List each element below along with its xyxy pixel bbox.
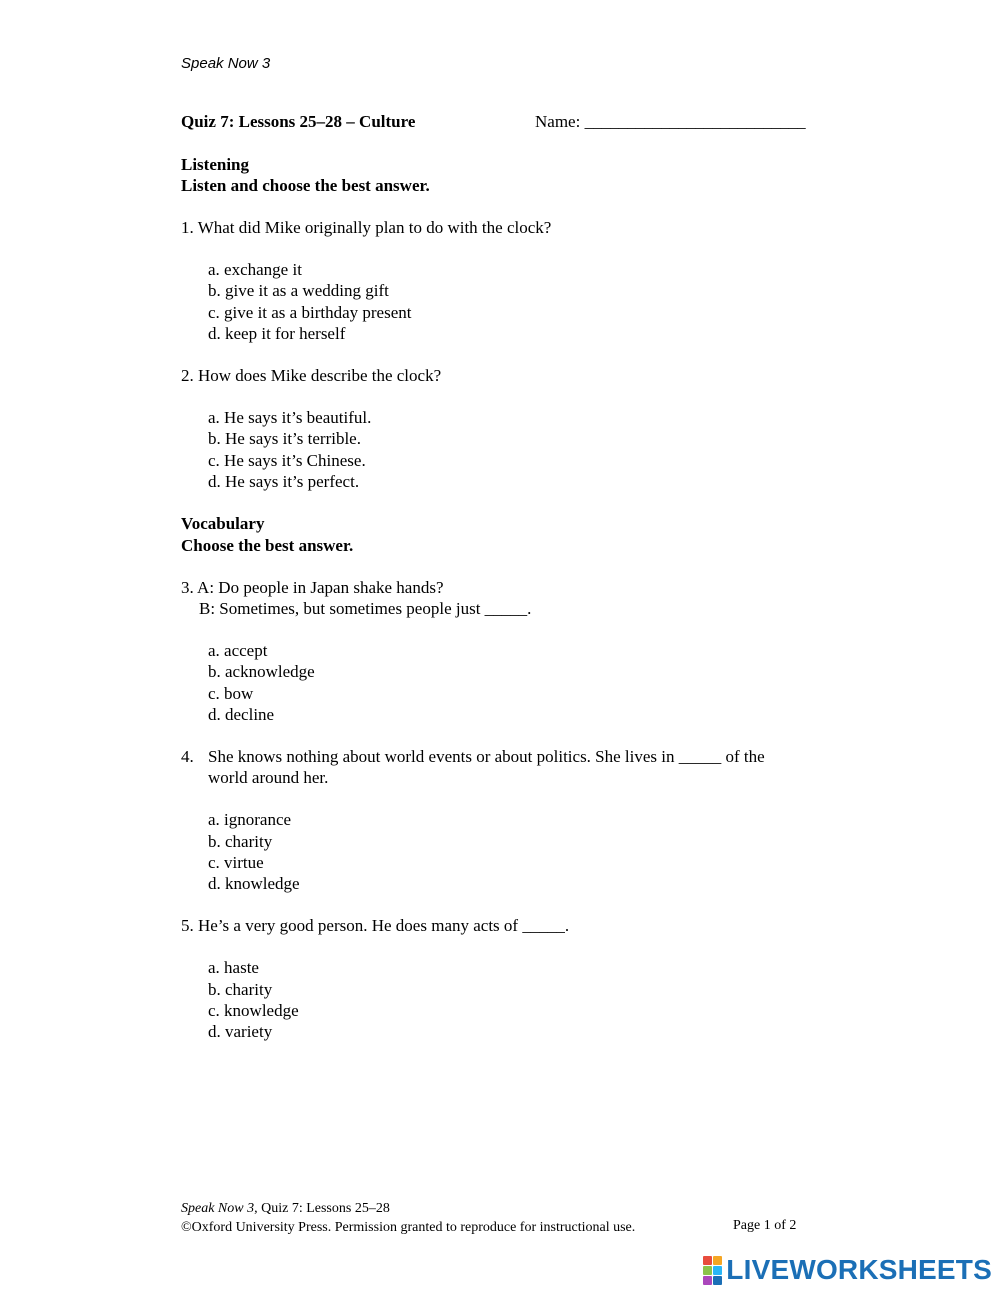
listening-instruction: Listen and choose the best answer. — [181, 176, 430, 195]
question-3-line-1: 3. A: Do people in Japan shake hands? — [181, 578, 444, 597]
q2-option-c[interactable]: c. He says it’s Chinese. — [208, 451, 366, 470]
q1-option-a[interactable]: a. exchange it — [208, 260, 302, 279]
liveworksheets-wordmark: LIVEWORKSHEETS — [726, 1254, 992, 1285]
footer-quiz-ref: , Quiz 7: Lessons 25–28 — [254, 1201, 390, 1216]
q1-option-d[interactable]: d. keep it for herself — [208, 324, 346, 343]
liveworksheets-blocks-icon — [703, 1256, 722, 1285]
q3-option-d[interactable]: d. decline — [208, 705, 275, 724]
vocabulary-heading: Vocabulary — [181, 514, 265, 533]
q1-option-b[interactable]: b. give it as a wedding gift — [208, 281, 389, 300]
question-1: 1. What did Mike originally plan to do with the clock? — [181, 218, 552, 237]
q1-option-c[interactable]: c. give it as a birthday present — [208, 303, 412, 322]
liveworksheets-logo — [703, 1255, 992, 1285]
q5-option-d[interactable]: d. variety — [208, 1022, 273, 1041]
page-number: Page 1 of 2 — [733, 1218, 797, 1233]
q3-option-b[interactable]: b. acknowledge — [208, 662, 315, 681]
page-footer — [181, 1199, 635, 1237]
q2-option-a[interactable]: a. He says it’s beautiful. — [208, 408, 372, 427]
question-2: 2. How does Mike describe the clock? — [181, 366, 442, 385]
q3-option-a[interactable]: a. accept — [208, 641, 268, 660]
question-4-number: 4. — [181, 747, 194, 766]
question-5: 5. He’s a very good person. He does many acts of _____. — [181, 916, 570, 935]
q5-option-a[interactable]: a. haste — [208, 958, 259, 977]
question-4-line-1: She knows nothing about world events or about politics. She lives in _____ of the — [208, 747, 765, 766]
quiz-title: Quiz 7: Lessons 25–28 – Culture — [181, 112, 416, 131]
q4-option-c[interactable]: c. virtue — [208, 853, 264, 872]
name-field: Name: __________________________ — [535, 112, 806, 131]
listening-heading: Listening — [181, 155, 250, 174]
q4-option-d[interactable]: d. knowledge — [208, 874, 300, 893]
vocabulary-instruction: Choose the best answer. — [181, 536, 354, 555]
footer-book: Speak Now 3 — [181, 1201, 255, 1216]
q4-option-a[interactable]: a. ignorance — [208, 810, 292, 829]
q3-option-c[interactable]: c. bow — [208, 684, 254, 703]
q2-option-d[interactable]: d. He says it’s perfect. — [208, 472, 360, 491]
footer-copyright: ©Oxford University Press. Permission granted to reproduce for instructional use. — [181, 1220, 636, 1235]
question-4-line-2: world around her. — [208, 768, 329, 787]
q2-option-b[interactable]: b. He says it’s terrible. — [208, 429, 361, 448]
q5-option-c[interactable]: c. knowledge — [208, 1001, 299, 1020]
question-3-line-2: B: Sometimes, but sometimes people just _____. — [199, 599, 532, 618]
q4-option-b[interactable]: b. charity — [208, 832, 273, 851]
q5-option-b[interactable]: b. charity — [208, 980, 273, 999]
book-header: Speak Now 3 — [181, 55, 271, 72]
